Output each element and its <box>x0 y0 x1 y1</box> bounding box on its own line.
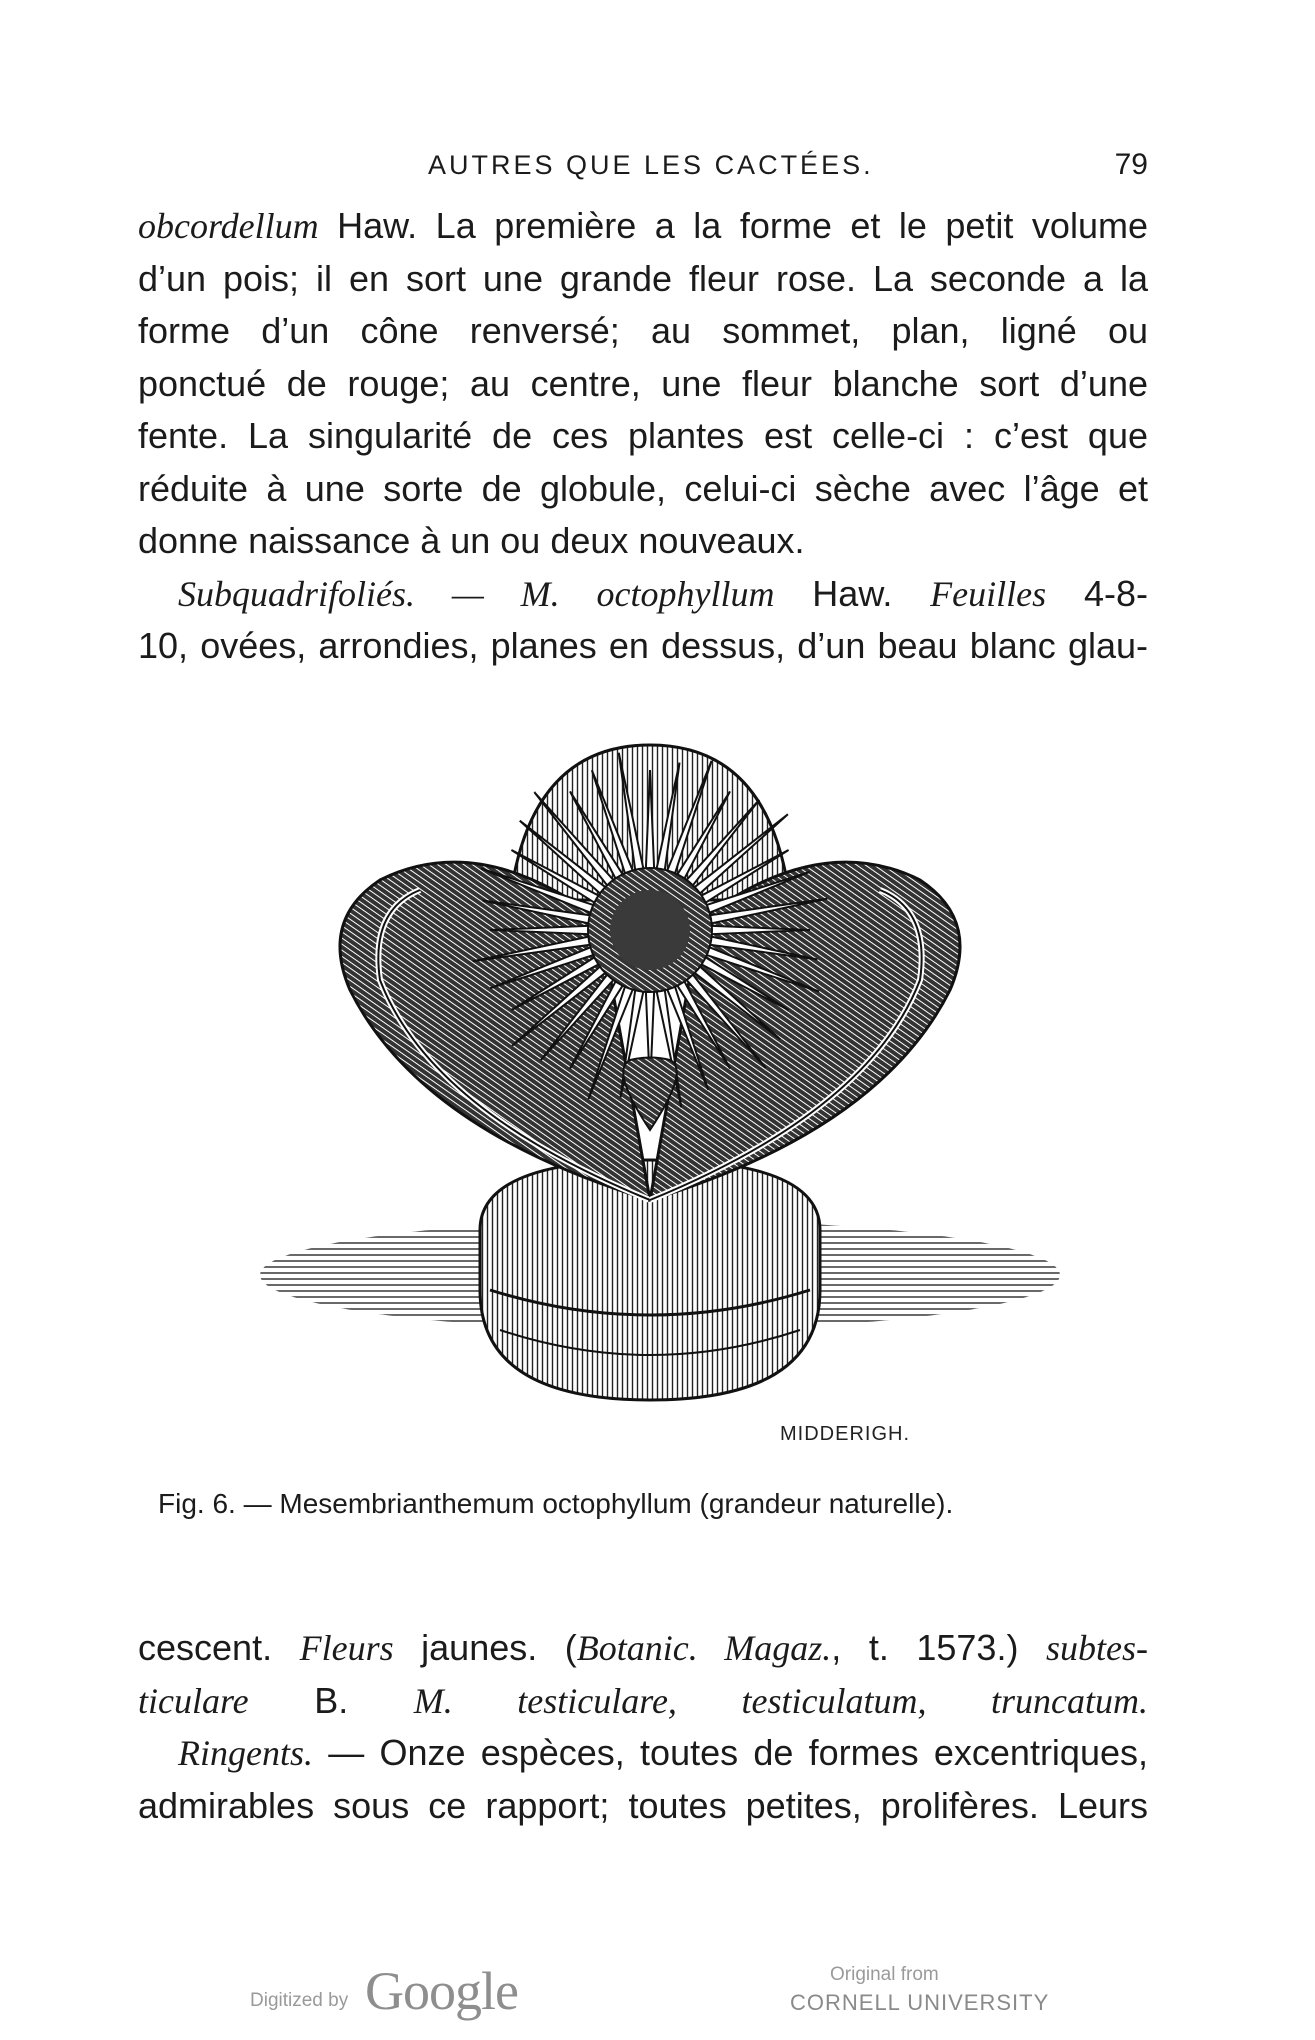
text-segment: , t. 1573.) <box>831 1627 1046 1668</box>
text-segment: obcordellum <box>138 206 319 246</box>
text-segment: ponctué de rouge; au centre, une fleur blanche sort d’une <box>138 362 1148 404</box>
text-segment: 4-8- <box>1046 572 1148 614</box>
text-segment: 10, ovées, arrondies, planes en dessus, d’un beau blanc glau- <box>138 625 1148 666</box>
body-text-top <box>138 200 1148 673</box>
scan-footer <box>0 1950 1315 2030</box>
figure-illustration <box>180 730 1120 1450</box>
text-segment: réduite à une sorte de globule, celui-ci sèche avec l’âge et <box>138 467 1148 509</box>
plant-engraving <box>180 730 1120 1450</box>
text-segment: Botanic. Magaz. <box>576 1628 832 1668</box>
institution-name: CORNELL UNIVERSITY <box>790 1990 1050 2015</box>
original-from-label: Original from <box>830 1964 939 1985</box>
page-number: 79 <box>1114 148 1148 181</box>
text-segment: Feuilles <box>930 573 1047 614</box>
text-line <box>138 305 1148 358</box>
text-segment: cescent. <box>138 1627 300 1668</box>
text-line <box>138 253 1148 306</box>
text-segment: Haw. <box>774 572 931 614</box>
text-line <box>138 1727 1148 1780</box>
text-segment: donne naissance à un ou deux nouveaux. <box>138 520 805 561</box>
text-segment: M. testiculare, testiculatum, truncatum. <box>413 1680 1148 1721</box>
text-segment: forme d’un cône renversé; au sommet, plan, ligné ou <box>138 310 1148 351</box>
body-text-bottom <box>138 1622 1148 1832</box>
text-segment: Ringents. <box>178 1733 313 1773</box>
text-line <box>138 1622 1148 1675</box>
text-segment: Fleurs <box>299 1628 394 1668</box>
text-segment: admirables sous ce rapport; toutes petites, prolifères. Leurs <box>138 1784 1148 1826</box>
text-line <box>138 200 1148 253</box>
text-line <box>138 1780 1148 1833</box>
running-head <box>138 150 1148 190</box>
text-segment: d’un pois; il en sort une grande fleur rose. La seconde a la <box>138 257 1148 299</box>
text-segment: ticulare <box>138 1680 249 1721</box>
text-segment: Subquadrifoliés. — M. octophyllum <box>178 573 775 614</box>
text-line <box>138 358 1148 411</box>
text-line <box>138 1675 1148 1728</box>
google-logo: Google <box>365 1961 518 2021</box>
engraver-signature: MIDDERIGH. <box>780 1423 910 1445</box>
text-line <box>138 515 1148 568</box>
text-segment: subtes- <box>1045 1628 1148 1668</box>
text-segment: jaunes. ( <box>393 1627 577 1668</box>
text-segment: B. <box>248 1679 414 1721</box>
text-segment: — Onze espèces, toutes de formes excentriques, <box>312 1732 1148 1773</box>
text-line <box>138 463 1148 516</box>
digitized-by-label: Digitized by <box>250 1990 349 2011</box>
running-title: AUTRES QUE LES CACTÉES. <box>428 150 874 180</box>
text-segment: Haw. La première a la forme et le petit volume <box>318 205 1148 246</box>
text-line <box>138 410 1148 463</box>
figure-caption: Fig. 6. — Mesembrianthemum octophyllum (grandeur naturelle). <box>158 1488 954 1519</box>
text-line <box>138 568 1148 621</box>
text-line <box>138 620 1148 673</box>
text-segment: fente. La singularité de ces plantes est celle-ci : c’est que <box>138 415 1148 456</box>
